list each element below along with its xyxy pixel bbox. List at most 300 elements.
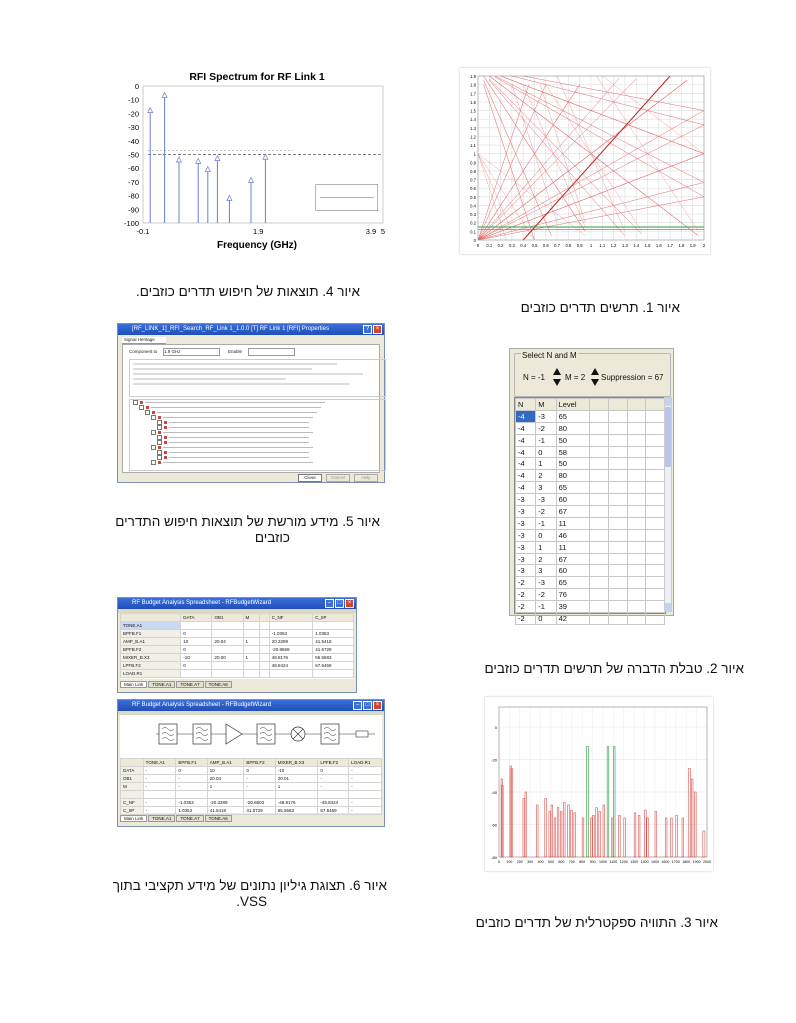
sheet-cell[interactable]: 20.01 [275, 775, 318, 783]
sheet-column-header[interactable]: MIXER_B.X3 [275, 759, 318, 767]
sheet-cell[interactable] [181, 670, 212, 678]
sheet-column-header[interactable]: C_IIP [313, 614, 354, 622]
sheet-cell[interactable] [181, 622, 212, 630]
table-cell[interactable]: -2 [536, 589, 556, 601]
sheet-cell[interactable]: 67.5469 [318, 807, 349, 815]
sheet-cell[interactable]: 0 [181, 662, 212, 670]
table-cell[interactable] [627, 422, 646, 434]
table-cell[interactable]: -3 [516, 565, 536, 577]
sheet-cell[interactable]: 67.5469 [313, 662, 354, 670]
sheet-row[interactable] [121, 791, 382, 799]
table-cell[interactable]: 1 [536, 458, 556, 470]
table-cell[interactable] [646, 613, 665, 625]
tree-expander-icon[interactable] [133, 400, 138, 405]
bpf-icon[interactable] [193, 724, 211, 744]
table-cell[interactable] [608, 529, 627, 541]
sheet-cell[interactable] [212, 670, 243, 678]
sheet-cell[interactable]: 0 [181, 630, 212, 638]
sheet-cell[interactable]: 65.5683 [275, 807, 318, 815]
sheet-row[interactable] [121, 670, 354, 678]
sheet-row-header[interactable]: MIXER_B.X3 [121, 654, 181, 662]
table-cell[interactable] [646, 506, 665, 518]
table-cell[interactable]: 0 [536, 613, 556, 625]
sheet-cell[interactable] [243, 670, 260, 678]
tree-expander-icon[interactable] [151, 415, 156, 420]
sheet-cell[interactable] [260, 630, 270, 638]
sheet-tab[interactable]: TONE.A6 [205, 681, 232, 688]
sheet-cell[interactable] [243, 646, 260, 654]
sheet-cell[interactable]: 0 [244, 767, 275, 775]
close-icon[interactable]: × [373, 325, 382, 334]
table-cell[interactable] [608, 517, 627, 529]
table-cell[interactable]: -4 [516, 482, 536, 494]
sheet-cell[interactable]: 10 [207, 767, 244, 775]
sheet-column-header[interactable]: BPFB.F1 [176, 759, 207, 767]
table-cell[interactable] [608, 541, 627, 553]
sheet-row[interactable] [121, 767, 382, 775]
tree-expander-icon[interactable] [157, 455, 162, 460]
sheet-column-header[interactable] [121, 759, 144, 767]
table-cell[interactable] [646, 494, 665, 506]
table-cell[interactable] [590, 422, 609, 434]
sheet-tab[interactable]: TONE.A1 [148, 815, 175, 822]
sheet-row-header[interactable]: M [121, 783, 144, 791]
table-cell[interactable]: -2 [516, 577, 536, 589]
table-row[interactable] [516, 613, 665, 625]
table-row[interactable] [516, 494, 665, 506]
table-cell[interactable] [590, 541, 609, 553]
table-cell[interactable] [627, 529, 646, 541]
sheet-cell[interactable] [212, 622, 243, 630]
table-cell[interactable]: -4 [516, 422, 536, 434]
mixer-icon[interactable] [291, 727, 305, 741]
table-cell[interactable] [646, 553, 665, 565]
lpf-icon[interactable] [321, 724, 339, 744]
table-cell[interactable] [627, 410, 646, 422]
table-cell[interactable] [627, 553, 646, 565]
table-cell[interactable]: 80 [556, 422, 590, 434]
table-cell[interactable] [627, 541, 646, 553]
table-cell[interactable] [608, 494, 627, 506]
table-cell[interactable]: -3 [536, 494, 556, 506]
table-cell[interactable] [590, 410, 609, 422]
sheet-cell[interactable]: -48.8176 [275, 799, 318, 807]
table-cell[interactable] [627, 613, 646, 625]
table-cell[interactable]: -2 [516, 589, 536, 601]
close-icon[interactable]: × [345, 599, 354, 608]
minimize-icon[interactable]: – [353, 701, 362, 710]
table-cell[interactable] [590, 434, 609, 446]
table-cell[interactable] [627, 482, 646, 494]
table-cell[interactable]: -2 [536, 422, 556, 434]
sheet-column-header[interactable]: M [243, 614, 260, 622]
sheet-row[interactable] [121, 807, 382, 815]
table-cell[interactable] [627, 601, 646, 613]
sheet-column-header[interactable]: AMP_B.A1 [207, 759, 244, 767]
table-row[interactable] [516, 601, 665, 613]
table-cell[interactable]: 46 [556, 529, 590, 541]
sheet-cell[interactable]: - [176, 775, 207, 783]
sheet-cell[interactable] [143, 791, 176, 799]
sheet-cell[interactable] [260, 646, 270, 654]
sheet-cell[interactable]: -20.8569 [269, 646, 313, 654]
table-cell[interactable]: -3 [516, 541, 536, 553]
sheet-cell[interactable]: 0 [318, 767, 349, 775]
sheet-cell[interactable] [212, 646, 243, 654]
table-cell[interactable]: -4 [516, 434, 536, 446]
table-cell[interactable]: 50 [556, 434, 590, 446]
table-cell[interactable] [627, 446, 646, 458]
sheet-row[interactable] [121, 654, 354, 662]
table-row[interactable] [516, 434, 665, 446]
sheet-cell[interactable] [244, 791, 275, 799]
heritage-tree[interactable] [129, 399, 386, 471]
sheet-cell[interactable]: - [318, 783, 349, 791]
table-cell[interactable] [646, 422, 665, 434]
minimize-icon[interactable]: – [325, 599, 334, 608]
sheet-cell[interactable]: 1 [207, 783, 244, 791]
amplifier-icon[interactable] [226, 724, 242, 744]
table-cell[interactable]: -2 [516, 613, 536, 625]
table-cell[interactable]: 0 [536, 529, 556, 541]
help-button[interactable]: Help [354, 474, 378, 482]
sheet-column-header[interactable]: BPFB.F2 [244, 759, 275, 767]
sheet-cell[interactable]: - [143, 783, 176, 791]
table-cell[interactable] [646, 470, 665, 482]
tree-node[interactable] [151, 460, 385, 465]
sheet-cell[interactable]: -10 [181, 654, 212, 662]
sheet-cell[interactable] [260, 622, 270, 630]
table-cell[interactable]: 0 [536, 446, 556, 458]
sheet-cell[interactable]: 48.8176 [269, 654, 313, 662]
table-cell[interactable] [608, 458, 627, 470]
table-cell[interactable]: 3 [536, 565, 556, 577]
table-cell[interactable]: -3 [516, 494, 536, 506]
table-cell[interactable] [646, 541, 665, 553]
sheet-row[interactable] [121, 662, 354, 670]
sheet-row[interactable] [121, 622, 354, 630]
sheet-row-header[interactable]: BPFB.F2 [121, 646, 181, 654]
bpf-icon[interactable] [257, 724, 275, 744]
table-cell[interactable] [627, 494, 646, 506]
table-cell[interactable]: -4 [516, 410, 536, 422]
table-cell[interactable] [608, 589, 627, 601]
table-cell[interactable] [608, 601, 627, 613]
table-cell[interactable] [608, 482, 627, 494]
table-cell[interactable] [608, 410, 627, 422]
sheet-cell[interactable] [243, 630, 260, 638]
table-cell[interactable] [590, 577, 609, 589]
table-row[interactable] [516, 553, 665, 565]
table-row[interactable] [516, 541, 665, 553]
table-cell[interactable] [646, 601, 665, 613]
table-row[interactable] [516, 470, 665, 482]
sheet-cell[interactable]: - [349, 799, 382, 807]
sheet-cell[interactable] [318, 791, 349, 799]
table-cell[interactable] [608, 446, 627, 458]
sheet-tab[interactable]: TONE.A7 [176, 815, 203, 822]
sheet-cell[interactable]: -48.8424 [318, 799, 349, 807]
tree-expander-icon[interactable] [151, 445, 156, 450]
sheet-cell[interactable]: - [349, 807, 382, 815]
table-cell[interactable] [590, 494, 609, 506]
sheet-cell[interactable]: 1 [243, 638, 260, 646]
sheet-cell[interactable]: - [349, 767, 382, 775]
sheet-cell[interactable]: - [318, 775, 349, 783]
table-cell[interactable] [590, 613, 609, 625]
tree-expander-icon[interactable] [139, 405, 144, 410]
component-select[interactable]: 1.9 GHz [163, 348, 220, 356]
table-header[interactable]: Level [556, 399, 590, 411]
table-cell[interactable] [627, 506, 646, 518]
sheet-row[interactable] [121, 783, 382, 791]
table-cell[interactable]: 76 [556, 589, 590, 601]
sheet-cell[interactable] [260, 662, 270, 670]
close-icon[interactable]: × [373, 701, 382, 710]
table-cell[interactable] [646, 446, 665, 458]
table-cell[interactable] [646, 434, 665, 446]
sheet-cell[interactable]: 48.8424 [269, 662, 313, 670]
table-cell[interactable]: -2 [536, 506, 556, 518]
table-cell[interactable]: -4 [516, 446, 536, 458]
table-cell[interactable]: -3 [516, 517, 536, 529]
sheet-tab[interactable]: Main Link [120, 681, 147, 688]
table-cell[interactable] [608, 470, 627, 482]
sheet-cell[interactable] [260, 638, 270, 646]
sheet-row-header[interactable]: C_IIP [121, 807, 144, 815]
scroll-down-icon[interactable] [665, 603, 671, 611]
source-icon[interactable] [159, 724, 177, 744]
table-cell[interactable]: -2 [516, 601, 536, 613]
sheet-column-header[interactable] [121, 614, 181, 622]
sheet-row-header[interactable]: AMP_B.A1 [121, 638, 181, 646]
table-cell[interactable] [590, 529, 609, 541]
table-cell[interactable]: -3 [516, 506, 536, 518]
sheet-cell[interactable]: 20.00 [212, 654, 243, 662]
table-header[interactable] [608, 399, 627, 411]
sheet-row-header[interactable]: LPFB.F2 [121, 662, 181, 670]
table-cell[interactable]: 42 [556, 613, 590, 625]
sheet-cell[interactable] [243, 622, 260, 630]
table-cell[interactable]: 1 [536, 541, 556, 553]
table-row[interactable] [516, 458, 665, 470]
table-cell[interactable]: 65 [556, 482, 590, 494]
sheet-cell[interactable]: 41.5418 [207, 807, 244, 815]
table-cell[interactable] [646, 458, 665, 470]
load-icon[interactable] [356, 731, 368, 737]
table-cell[interactable] [646, 529, 665, 541]
table-cell[interactable] [590, 482, 609, 494]
maximize-icon[interactable]: □ [335, 599, 344, 608]
sheet-cell[interactable]: 20.04 [212, 638, 243, 646]
m-spinner[interactable] [591, 368, 599, 386]
sheet-tab[interactable]: Main Link [120, 815, 147, 822]
table-cell[interactable] [646, 589, 665, 601]
table-row[interactable] [516, 446, 665, 458]
table-row[interactable] [516, 410, 665, 422]
table-cell[interactable]: -3 [536, 577, 556, 589]
n-spinner[interactable] [553, 368, 561, 386]
sheet-cell[interactable]: 1.0353 [313, 630, 354, 638]
scroll-up-icon[interactable] [665, 398, 671, 406]
sheet-column-header[interactable]: OB1 [212, 614, 243, 622]
sheet-cell[interactable] [207, 791, 244, 799]
table-row[interactable] [516, 506, 665, 518]
table-row[interactable] [516, 482, 665, 494]
sheet-cell[interactable] [176, 791, 207, 799]
table-cell[interactable] [646, 517, 665, 529]
tree-expander-icon[interactable] [151, 460, 156, 465]
table-cell[interactable]: 67 [556, 506, 590, 518]
sheet-cell[interactable]: 20.3289 [269, 638, 313, 646]
scroll-thumb[interactable] [665, 407, 671, 467]
table-cell[interactable] [590, 589, 609, 601]
sheet-cell[interactable] [212, 662, 243, 670]
table-cell[interactable]: 65 [556, 410, 590, 422]
table-cell[interactable]: 2 [536, 470, 556, 482]
sheet-column-header[interactable]: TONE.A1 [143, 759, 176, 767]
sheet-row[interactable] [121, 799, 382, 807]
table-cell[interactable]: 60 [556, 565, 590, 577]
table-cell[interactable] [590, 553, 609, 565]
sheet-row-header[interactable]: TONE.A1 [121, 622, 181, 630]
table-cell[interactable]: 3 [536, 482, 556, 494]
sheet-cell[interactable] [212, 630, 243, 638]
table-cell[interactable]: 65 [556, 577, 590, 589]
tree-expander-icon[interactable] [145, 410, 150, 415]
table-cell[interactable] [590, 470, 609, 482]
sheet-column-header[interactable] [260, 614, 270, 622]
sheet-cell[interactable] [260, 654, 270, 662]
table-cell[interactable]: -3 [516, 553, 536, 565]
sheet-cell[interactable]: - [349, 783, 382, 791]
sheet-cell[interactable]: -20.8603 [244, 799, 275, 807]
sheet-cell[interactable] [269, 670, 313, 678]
sheet-cell[interactable]: 0 [181, 646, 212, 654]
table-cell[interactable]: 39 [556, 601, 590, 613]
sheet-cell[interactable]: -10 [275, 767, 318, 775]
table-cell[interactable]: 60 [556, 494, 590, 506]
table-row[interactable] [516, 577, 665, 589]
sheet-row-header[interactable]: DATA [121, 767, 144, 775]
table-cell[interactable] [608, 434, 627, 446]
tab-signal-heritage[interactable]: Signal Heritage [122, 337, 166, 344]
sheet-cell[interactable]: -20.3289 [207, 799, 244, 807]
sheet-row-header[interactable]: LOAD.R1 [121, 670, 181, 678]
fig6b-grid[interactable] [120, 715, 382, 813]
maximize-icon[interactable]: □ [363, 701, 372, 710]
enable-select[interactable] [248, 348, 295, 356]
table-header[interactable] [627, 399, 646, 411]
sheet-cell[interactable]: 20.04 [207, 775, 244, 783]
table-cell[interactable]: 50 [556, 458, 590, 470]
table-row[interactable] [516, 422, 665, 434]
table-cell[interactable] [608, 506, 627, 518]
sheet-tab[interactable]: TONE.A7 [176, 681, 203, 688]
table-cell[interactable]: -1 [536, 434, 556, 446]
sheet-column-header[interactable]: DATA [181, 614, 212, 622]
table-header[interactable] [646, 399, 665, 411]
sheet-cell[interactable]: - [244, 783, 275, 791]
sheet-column-header[interactable]: LOAD.R1 [349, 759, 382, 767]
sheet-cell[interactable]: - [143, 775, 176, 783]
sheet-column-header[interactable]: C_NF [269, 614, 313, 622]
sheet-row-header[interactable]: C_NF [121, 799, 144, 807]
sheet-tab[interactable]: TONE.A6 [205, 815, 232, 822]
table-cell[interactable] [608, 565, 627, 577]
table-scrollbar[interactable] [664, 397, 672, 612]
close-button[interactable]: Close [298, 474, 322, 482]
table-cell[interactable] [627, 589, 646, 601]
table-cell[interactable] [590, 517, 609, 529]
help-icon[interactable]: ? [363, 325, 372, 334]
table-cell[interactable] [646, 565, 665, 577]
sheet-cell[interactable] [313, 670, 354, 678]
sheet-cell[interactable]: -1.0353 [269, 630, 313, 638]
table-cell[interactable]: -1 [536, 517, 556, 529]
table-cell[interactable]: -3 [536, 410, 556, 422]
sheet-cell[interactable]: 10 [181, 638, 212, 646]
sheet-cell[interactable] [260, 670, 270, 678]
sheet-cell[interactable]: 65.5683 [313, 654, 354, 662]
sheet-cell[interactable]: - [176, 783, 207, 791]
sheet-cell[interactable] [243, 662, 260, 670]
sheet-cell[interactable]: 1 [275, 783, 318, 791]
sheet-tab[interactable]: TONE.A1 [148, 681, 175, 688]
sheet-row[interactable] [121, 646, 354, 654]
tree-expander-icon[interactable] [151, 430, 156, 435]
tree-expander-icon[interactable] [157, 440, 162, 445]
table-cell[interactable]: -3 [516, 529, 536, 541]
table-cell[interactable] [590, 601, 609, 613]
table-header[interactable]: M [536, 399, 556, 411]
table-cell[interactable] [627, 458, 646, 470]
sheet-cell[interactable] [313, 622, 354, 630]
sheet-cell[interactable]: 41.5729 [244, 807, 275, 815]
sheet-cell[interactable]: - [143, 807, 176, 815]
sheet-row[interactable] [121, 630, 354, 638]
sheet-cell[interactable] [275, 791, 318, 799]
table-row[interactable] [516, 589, 665, 601]
table-cell[interactable] [646, 577, 665, 589]
sheet-cell[interactable]: -1.0353 [176, 799, 207, 807]
table-cell[interactable] [590, 446, 609, 458]
sheet-cell[interactable] [269, 622, 313, 630]
table-cell[interactable]: 2 [536, 553, 556, 565]
sheet-cell[interactable]: - [244, 775, 275, 783]
table-cell[interactable] [627, 470, 646, 482]
table-cell[interactable] [627, 577, 646, 589]
table-cell[interactable]: -4 [516, 470, 536, 482]
table-cell[interactable]: 58 [556, 446, 590, 458]
sheet-cell[interactable]: 1.0353 [176, 807, 207, 815]
sheet-row[interactable] [121, 775, 382, 783]
table-row[interactable] [516, 517, 665, 529]
sheet-cell[interactable]: 41.5418 [313, 638, 354, 646]
table-cell[interactable] [646, 410, 665, 422]
table-cell[interactable]: 67 [556, 553, 590, 565]
table-cell[interactable] [646, 482, 665, 494]
table-cell[interactable]: 11 [556, 541, 590, 553]
table-cell[interactable] [590, 458, 609, 470]
sheet-cell[interactable]: - [349, 775, 382, 783]
table-cell[interactable]: 11 [556, 517, 590, 529]
table-cell[interactable] [590, 506, 609, 518]
table-cell[interactable] [608, 577, 627, 589]
sheet-cell[interactable]: - [143, 799, 176, 807]
sheet-row-header[interactable] [121, 791, 144, 799]
tree-expander-icon[interactable] [157, 425, 162, 430]
